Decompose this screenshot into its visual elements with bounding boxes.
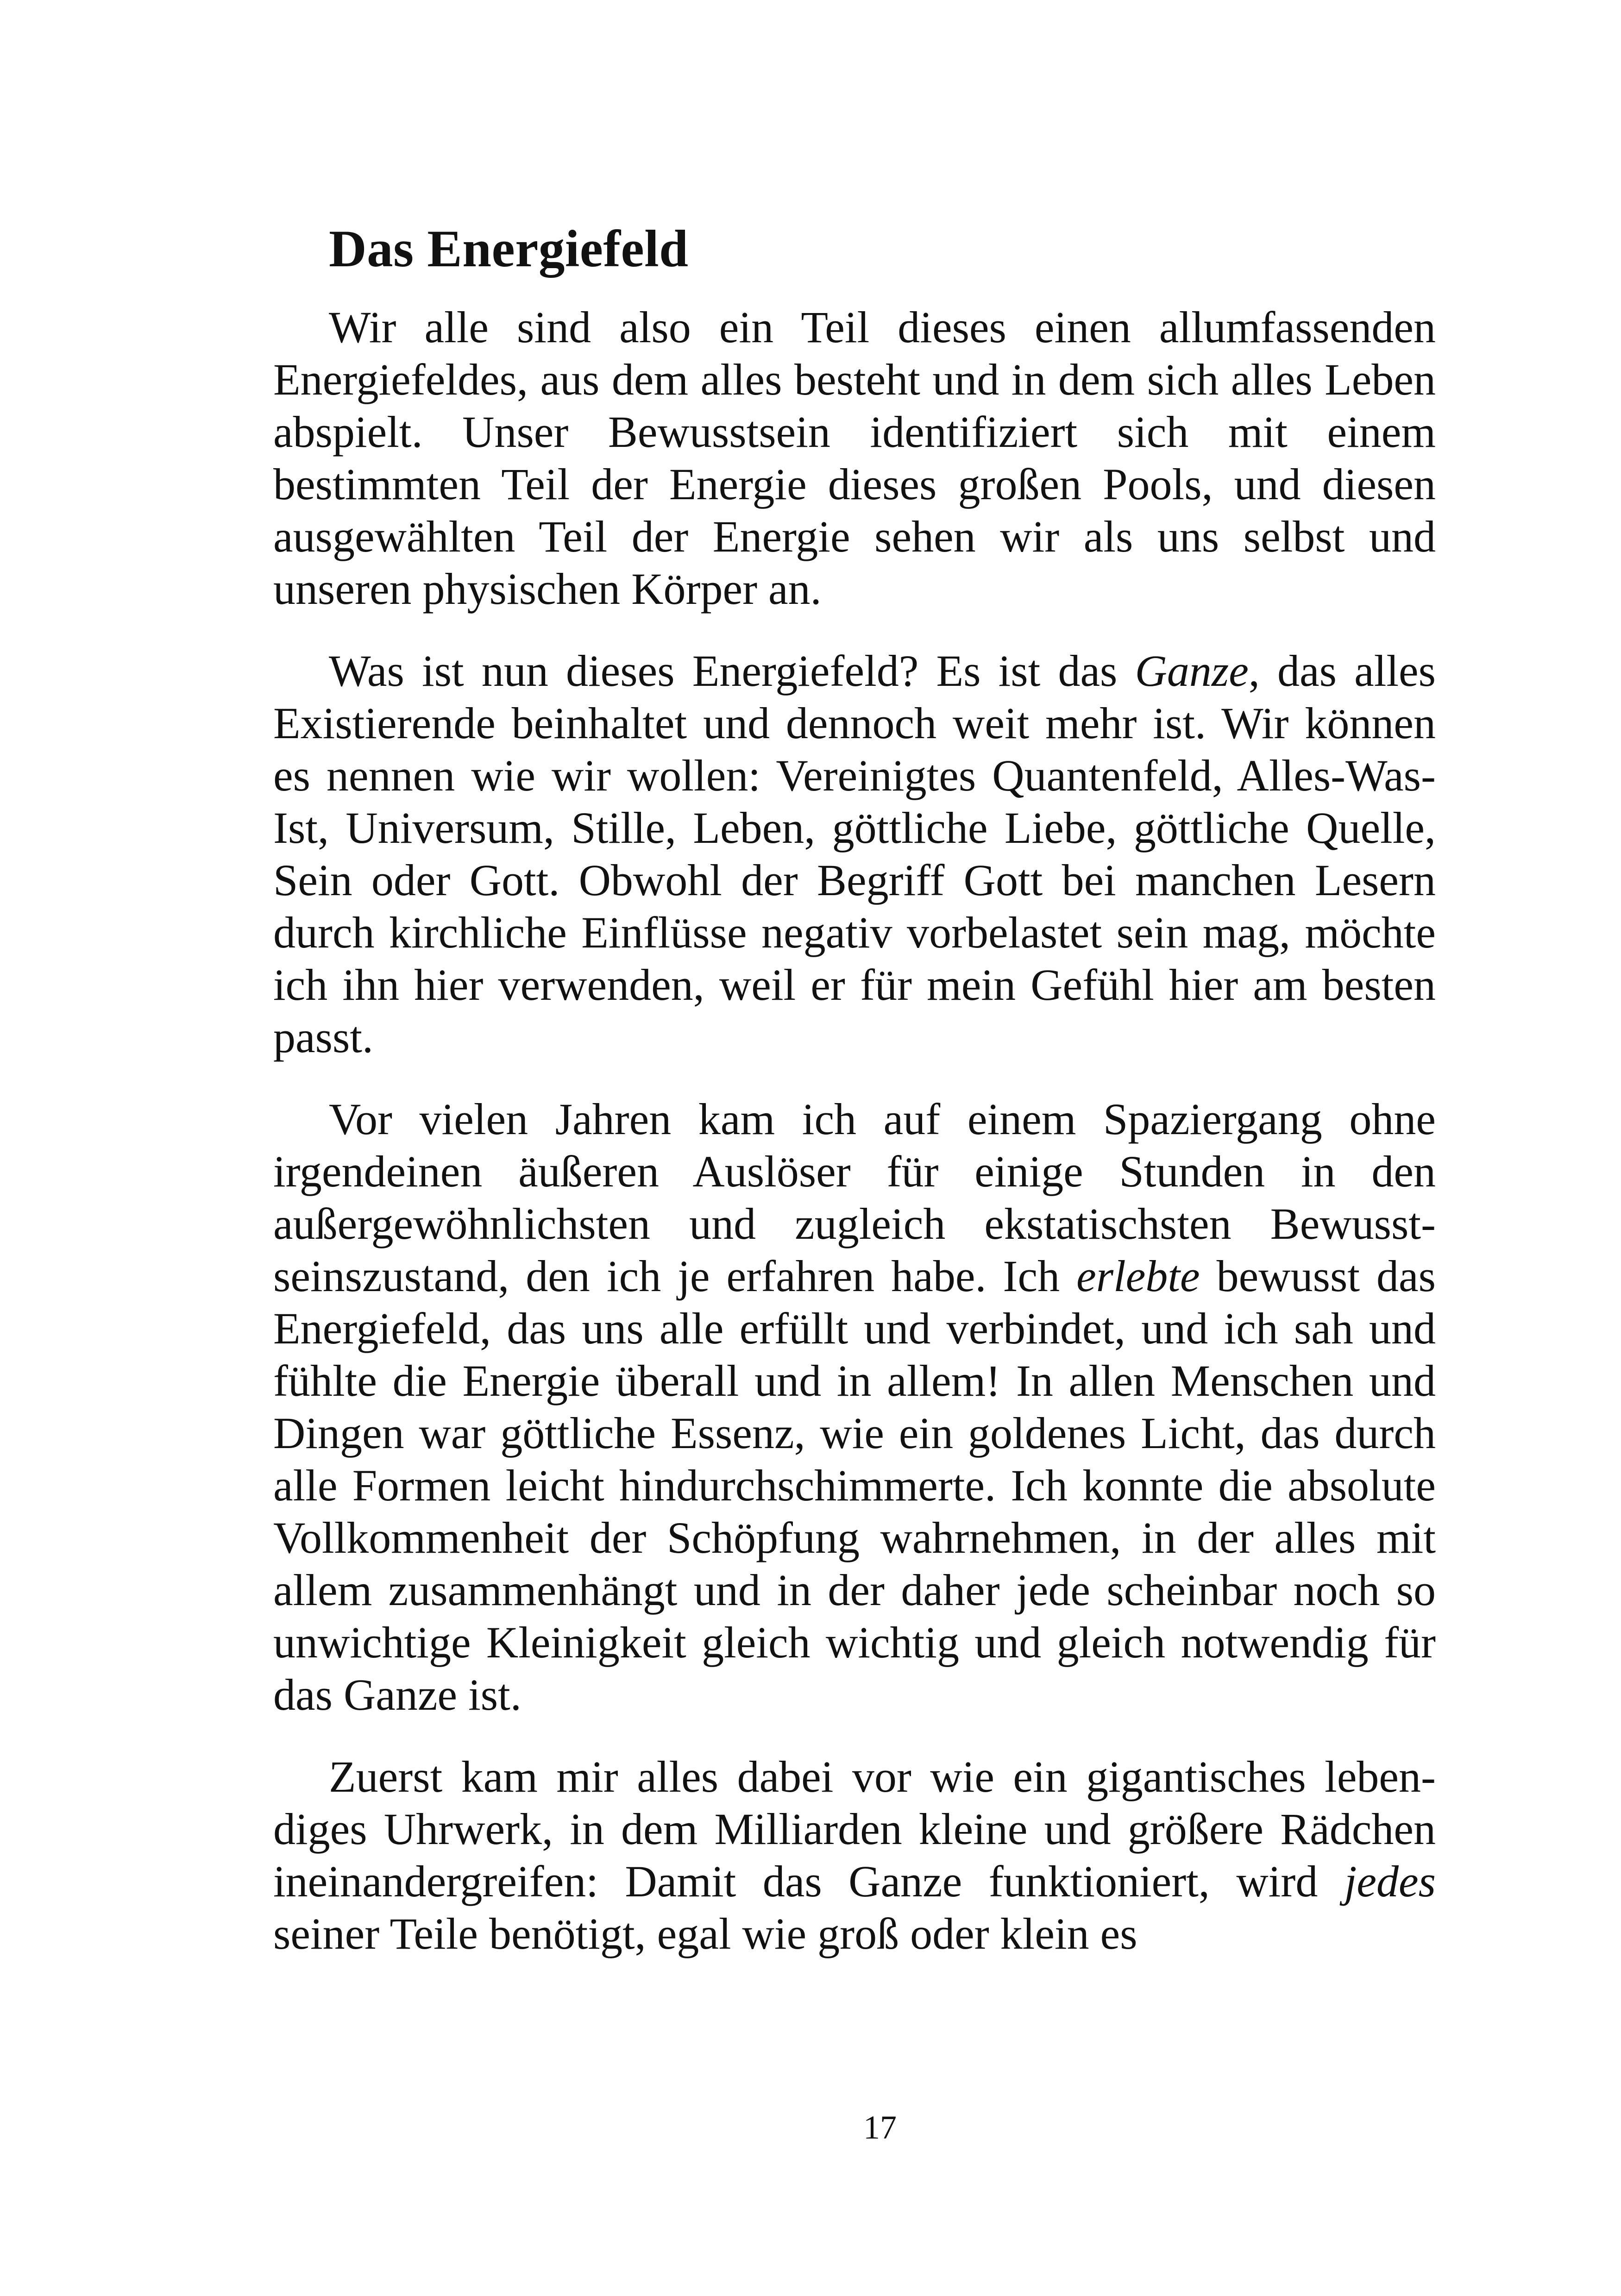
paragraph-3 [273,1093,1436,1721]
emphasis-erlebte: erlebte [1076,1251,1200,1301]
paragraph-3-text-a: Vor vielen Jahren kam ich auf einem Spaziergang ohne irgendeinen äußeren Auslöser für einige Stunden in den außergewöhnlichsten und zugleich ekstatischsten Bewusstseinszustand, den ich je erfahren habe. Ich [273,1094,1436,1301]
paragraph-1 [273,301,1436,615]
paragraph-4-text-a: Zuerst kam mir alles dabei vor wie ein gigantisches lebendiges Uhrwerk, in dem Milliarden kleine und größere Rädchen ineinandergreifen: Damit das Ganze funktioniert, wird [273,1752,1436,1906]
paragraph-4 [273,1750,1436,1960]
paragraph-2-text-b: , das alles Existierende beinhaltet und dennoch weit mehr ist. Wir können es nennen wie wir wollen: Vereinigtes Quantenfeld, Alles-Was-Ist, Universum, Stille, Leben, göttliche Liebe, göttliche Quelle, Sein oder Gott. Obwohl der Begriff Gott bei manchen Lesern durch kirchliche Einflüsse negativ vorbelastet sein mag, möchte ich ihn hier verwenden, weil er für mein Gefühl hier am besten passt. [273,646,1436,1062]
paragraph-2-text-a: Was ist nun dieses Energiefeld? Es ist das [329,646,1135,696]
emphasis-ganze: Ganze [1135,646,1249,696]
paragraph-1-text: Wir alle sind also ein Teil dieses einen allumfassenden Energiefeldes, aus dem alles besteht und in dem sich alles Leben abspielt. Unser Bewusstsein identifiziert sich mit einem bestimmten Teil der Energie dieses großen Pools, und diesen ausgewählten Teil der Energie sehen wir als uns selbst und unseren physischen Körper an. [273,302,1436,614]
body-text [273,301,1436,1989]
paragraph-3-text-b: bewusst das Energiefeld, das uns alle erfüllt und verbindet, und ich sah und fühlte die Energie überall und in allem! In allen Menschen und Dingen war göttliche Essenz, wie ein goldenes Licht, das durch alle Formen leicht hindurchschimmerte. Ich konnte die absolute Vollkommenheit der Schöpfung wahrnehmen, in der alles mit allem zusammenhängt und in der daher jede scheinbar noch so unwichtige Kleinigkeit gleich wichtig und gleich notwendig für das Ganze ist. [273,1251,1436,1719]
paragraph-2 [273,645,1436,1063]
paragraph-4-text-b: seiner Teile benötigt, egal wie groß oder klein es [273,1909,1137,1958]
chapter-heading: Das Energiefeld [329,220,689,278]
emphasis-jedes: jedes [1344,1857,1436,1906]
page-number: 17 [863,2109,897,2146]
